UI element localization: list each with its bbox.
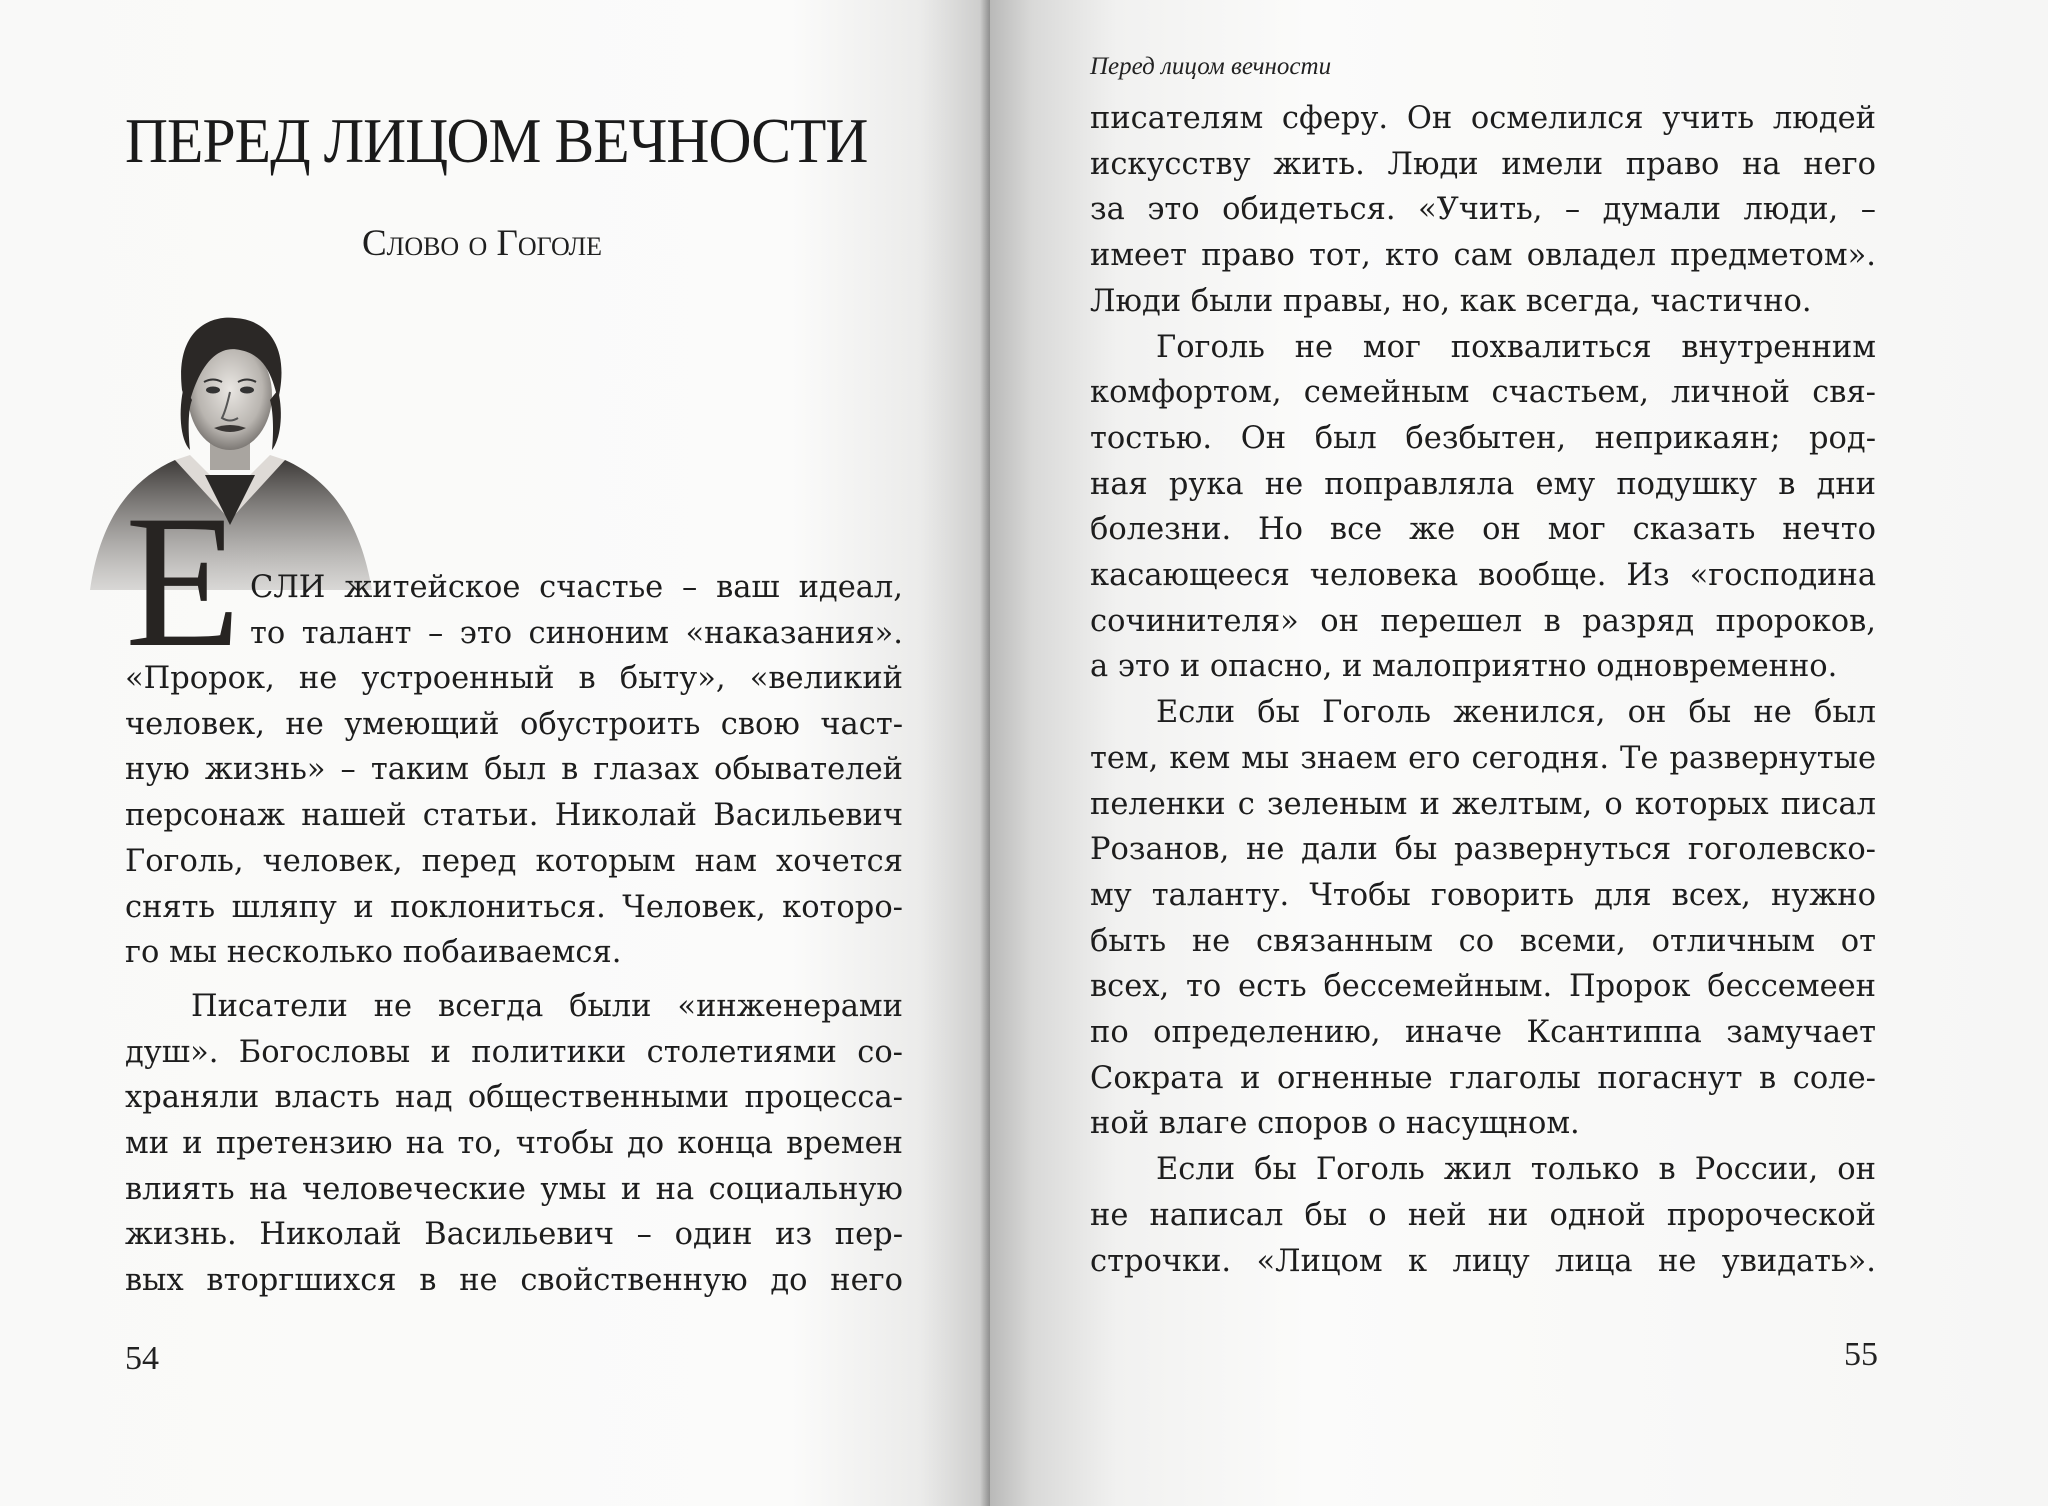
text-line: вых вторгшихся в не свойственную до него <box>125 1263 903 1299</box>
text-line: жизнь. Николай Васильевич – один из пер- <box>125 1217 903 1253</box>
text-line: Если бы Гоголь женился, он бы не был <box>1156 695 1876 731</box>
text-line: то талант – это синоним «наказания». <box>250 615 903 651</box>
chapter-title: ПЕРЕД ЛИЦОМ ВЕЧНОСТИ <box>125 105 868 176</box>
chapter-subtitle: Слово о Гоголе <box>362 223 603 264</box>
text-line: персонаж нашей статьи. Николай Васильевич <box>125 798 903 834</box>
text-line: снять шляпу и поклониться. Человек, которо- <box>125 889 903 925</box>
text-line: болезни. Но все же он мог сказать нечто <box>1090 512 1876 548</box>
text-line: храняли власть над общественными процесса- <box>125 1080 903 1116</box>
text-line: за это обидеться. «Учить, – думали люди, – <box>1090 192 1876 228</box>
text-line: не написал бы о ней ни одной пророческой <box>1090 1197 1876 1233</box>
paragraph <box>125 984 903 1304</box>
text-line: Розанов, не дали бы развернуться гоголевско- <box>1090 832 1876 868</box>
text-line: комфортом, семейным счастьем, личной свя- <box>1090 375 1876 411</box>
text-line: пеленки с зеленым и желтым, о которых писал <box>1090 786 1876 822</box>
text-line: касающееся человека вообще. Из «господина <box>1090 558 1876 594</box>
right-body-text <box>1090 96 1876 1284</box>
text-line: ную жизнь» – таким был в глазах обывателей <box>125 752 903 788</box>
dropcap-letter: Е <box>125 505 242 655</box>
text-line: человек, не умеющий обустроить свою част- <box>125 706 903 742</box>
text-line: искусству жить. Люди имели право на него <box>1090 146 1876 182</box>
opening-lines <box>250 565 903 656</box>
text-line: а это и опасно, и малоприятно одновременно. <box>1090 649 1838 685</box>
paragraph <box>125 656 903 976</box>
text-line: Писатели не всегда были «инженерами <box>191 988 903 1024</box>
paragraph <box>1090 96 1876 325</box>
text-line: тостью. Он был безбытен, неприкаян; род- <box>1090 420 1876 456</box>
text-line: писателям сферу. Он осмелился учить людей <box>1090 101 1876 136</box>
text-line: влиять на человеческие умы и на социальную <box>125 1171 903 1207</box>
ornamental-dropcap-icon <box>125 505 255 655</box>
text-line: ми и претензию на то, чтобы до конца времен <box>125 1126 903 1162</box>
text-line: Люди были правы, но, как всегда, частично. <box>1090 283 1812 319</box>
text-line: ной влаге споров о насущном. <box>1090 1106 1580 1142</box>
text-line: Гоголь не мог похвалиться внутренним <box>1156 329 1876 365</box>
text-line: тем, кем мы знаем его сегодня. Те развернутые <box>1090 740 1876 776</box>
text-line: ная рука не поправляла ему подушку в дни <box>1090 466 1876 502</box>
page-number-right: 55 <box>1844 1336 1878 1373</box>
paragraph <box>1090 325 1876 691</box>
text-line: го мы несколько побаиваемся. <box>125 935 622 971</box>
text-line: строчки. «Лицом к лицу лица не увидать». <box>1090 1243 1876 1279</box>
text-line: сочинителя» он перешел в разряд пророков, <box>1090 603 1876 639</box>
page-number-left: 54 <box>125 1340 159 1377</box>
paragraph <box>1090 1147 1876 1284</box>
text-line: быть не связанным со всеми, отличным от <box>1090 923 1876 959</box>
paragraph <box>1090 690 1876 1147</box>
text-line: по определению, иначе Ксантиппа замучает <box>1090 1015 1876 1051</box>
left-body-text <box>125 656 903 1304</box>
text-line: СЛИ житейское счастье – ваш идеал, <box>250 570 903 605</box>
text-line: Если бы Гоголь жил только в России, он <box>1156 1152 1876 1188</box>
text-line: душ». Богословы и политики столетиями со- <box>125 1034 903 1070</box>
text-line: имеет право тот, кто сам овладел предметом». <box>1090 238 1876 274</box>
text-line: всех, то есть бессемейным. Пророк бессемеен <box>1090 969 1876 1005</box>
text-line: «Пророк, не устроенный в быту», «великий <box>125 661 903 696</box>
left-page <box>0 0 990 1506</box>
running-head: Перед лицом вечности <box>1090 53 1332 80</box>
text-line: Гоголь, человек, перед которым нам хочется <box>125 843 903 879</box>
text-line: му таланту. Чтобы говорить для всех, нужно <box>1090 877 1876 913</box>
text-line: Сократа и огненные глаголы погаснут в соле- <box>1090 1060 1876 1096</box>
